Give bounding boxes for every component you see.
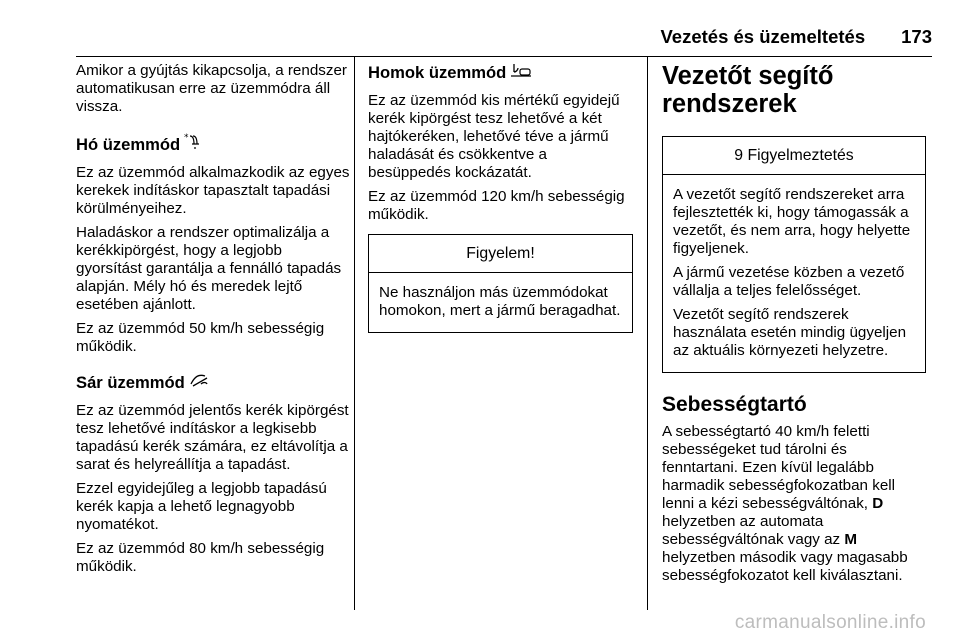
svg-text:*: *	[184, 133, 189, 143]
sand-mode-heading-text: Homok üzemmód	[368, 63, 507, 82]
gear-m-label: M	[844, 531, 858, 548]
snow-mode-heading-text: Hó üzemmód	[76, 135, 181, 154]
snow-mode-icon	[184, 132, 204, 156]
mud-paragraph-2: Ezzel egyidejűleg a legjobb tapadású kerék kapja a lehető legnagyobb nyomatékot.	[76, 480, 327, 533]
mud-mode-icon	[189, 372, 209, 394]
header-rule	[76, 56, 932, 57]
warning-paragraph-2: A jármű vezetése közben a vezető vállalja a teljes felelősséget.	[673, 264, 905, 299]
right-column	[662, 62, 926, 591]
cruise-control-paragraph	[662, 423, 926, 585]
column-divider-right	[647, 57, 648, 610]
warning-icon: 9	[734, 147, 744, 164]
gear-d-label: D	[872, 495, 884, 512]
mud-paragraph-1: Ez az üzemmód jelentős kerék kipörgést tesz lehetővé indításkor a legkisebb tapadású kerék számára, ez eltávolítja a sarat és helyreállítja a tapadást.	[76, 402, 349, 473]
cruise-text-b: helyzetben az automata sebességváltónak vagy az	[662, 513, 845, 548]
cruise-text-c: helyzetben második vagy magasabb sebességfokozatot kell kiválasztani.	[662, 549, 908, 584]
middle-column	[368, 62, 633, 333]
snow-paragraph-1: Ez az üzemmód alkalmazkodik az egyes kerekek indításkor tapasztalt tapadási körülményeihez.	[76, 164, 350, 217]
warning-box	[662, 136, 926, 373]
sand-paragraph-2: Ez az üzemmód 120 km/h sebességig működik.	[368, 188, 625, 223]
mud-paragraph-3: Ez az üzemmód 80 km/h sebességig működik.	[76, 540, 325, 575]
notice-text: Ne használjon más üzemmódokat homokon, mert a jármű beragadhat.	[379, 284, 621, 319]
sand-mode-icon	[510, 62, 532, 84]
mud-mode-heading-text: Sár üzemmód	[76, 373, 185, 392]
section-title: Vezetés és üzemeltetés	[660, 26, 866, 47]
warning-paragraph-1: A vezetőt segítő rendszereket arra fejlesztették ki, hogy támogassák a vezetőt, és nem arra, hogy helyette figyeljenek.	[673, 186, 911, 257]
warning-paragraph-3: Vezetőt segítő rendszerek használata esetén mindig ügyeljen az aktuális környezeti helyzetre.	[673, 306, 907, 359]
left-column	[76, 62, 350, 582]
snow-paragraph-2: Haladáskor a rendszer optimalizálja a kerékkipörgést, hogy a legjobb gyorsítást garantálja a fennálló tapadás alapján. Mély hó és meredek lejtő esetében ajánlott.	[76, 224, 342, 313]
page-number: 173	[901, 26, 932, 47]
mud-mode-heading	[76, 372, 350, 394]
column-divider-left	[354, 57, 355, 610]
sand-mode-heading	[368, 62, 633, 84]
watermark: carmanualsonline.info	[734, 612, 926, 633]
snow-paragraph-3: Ez az üzemmód 50 km/h sebességig működik.	[76, 320, 325, 355]
warning-title-text: Figyelmeztetés	[747, 147, 854, 164]
snow-mode-heading	[76, 132, 350, 156]
page-header	[0, 26, 932, 48]
notice-title: Figyelem!	[369, 235, 632, 273]
notice-box	[368, 234, 633, 333]
warning-title	[663, 137, 925, 175]
cruise-text-a: A sebességtartó 40 km/h feletti sebességeket tud tárolni és fenntartani. Ezen kívül legalább harmadik sebességfokozatban kell lenni a kézi sebességváltónak,	[662, 423, 896, 512]
cruise-control-heading: Sebességtartó	[662, 393, 807, 416]
intro-paragraph: Amikor a gyújtás kikapcsolja, a rendszer automatikusan erre az üzemmódra áll vissza.	[76, 62, 347, 115]
driver-assist-heading: Vezetőt segítő rendszerek	[662, 62, 834, 118]
sand-paragraph-1: Ez az üzemmód kis mértékű egyidejű kerék kipörgést tesz lehetővé a két hajtókeréken, lehetővé téve a jármű haladását és csökkentve a besüppedés kockázatát.	[368, 92, 620, 181]
